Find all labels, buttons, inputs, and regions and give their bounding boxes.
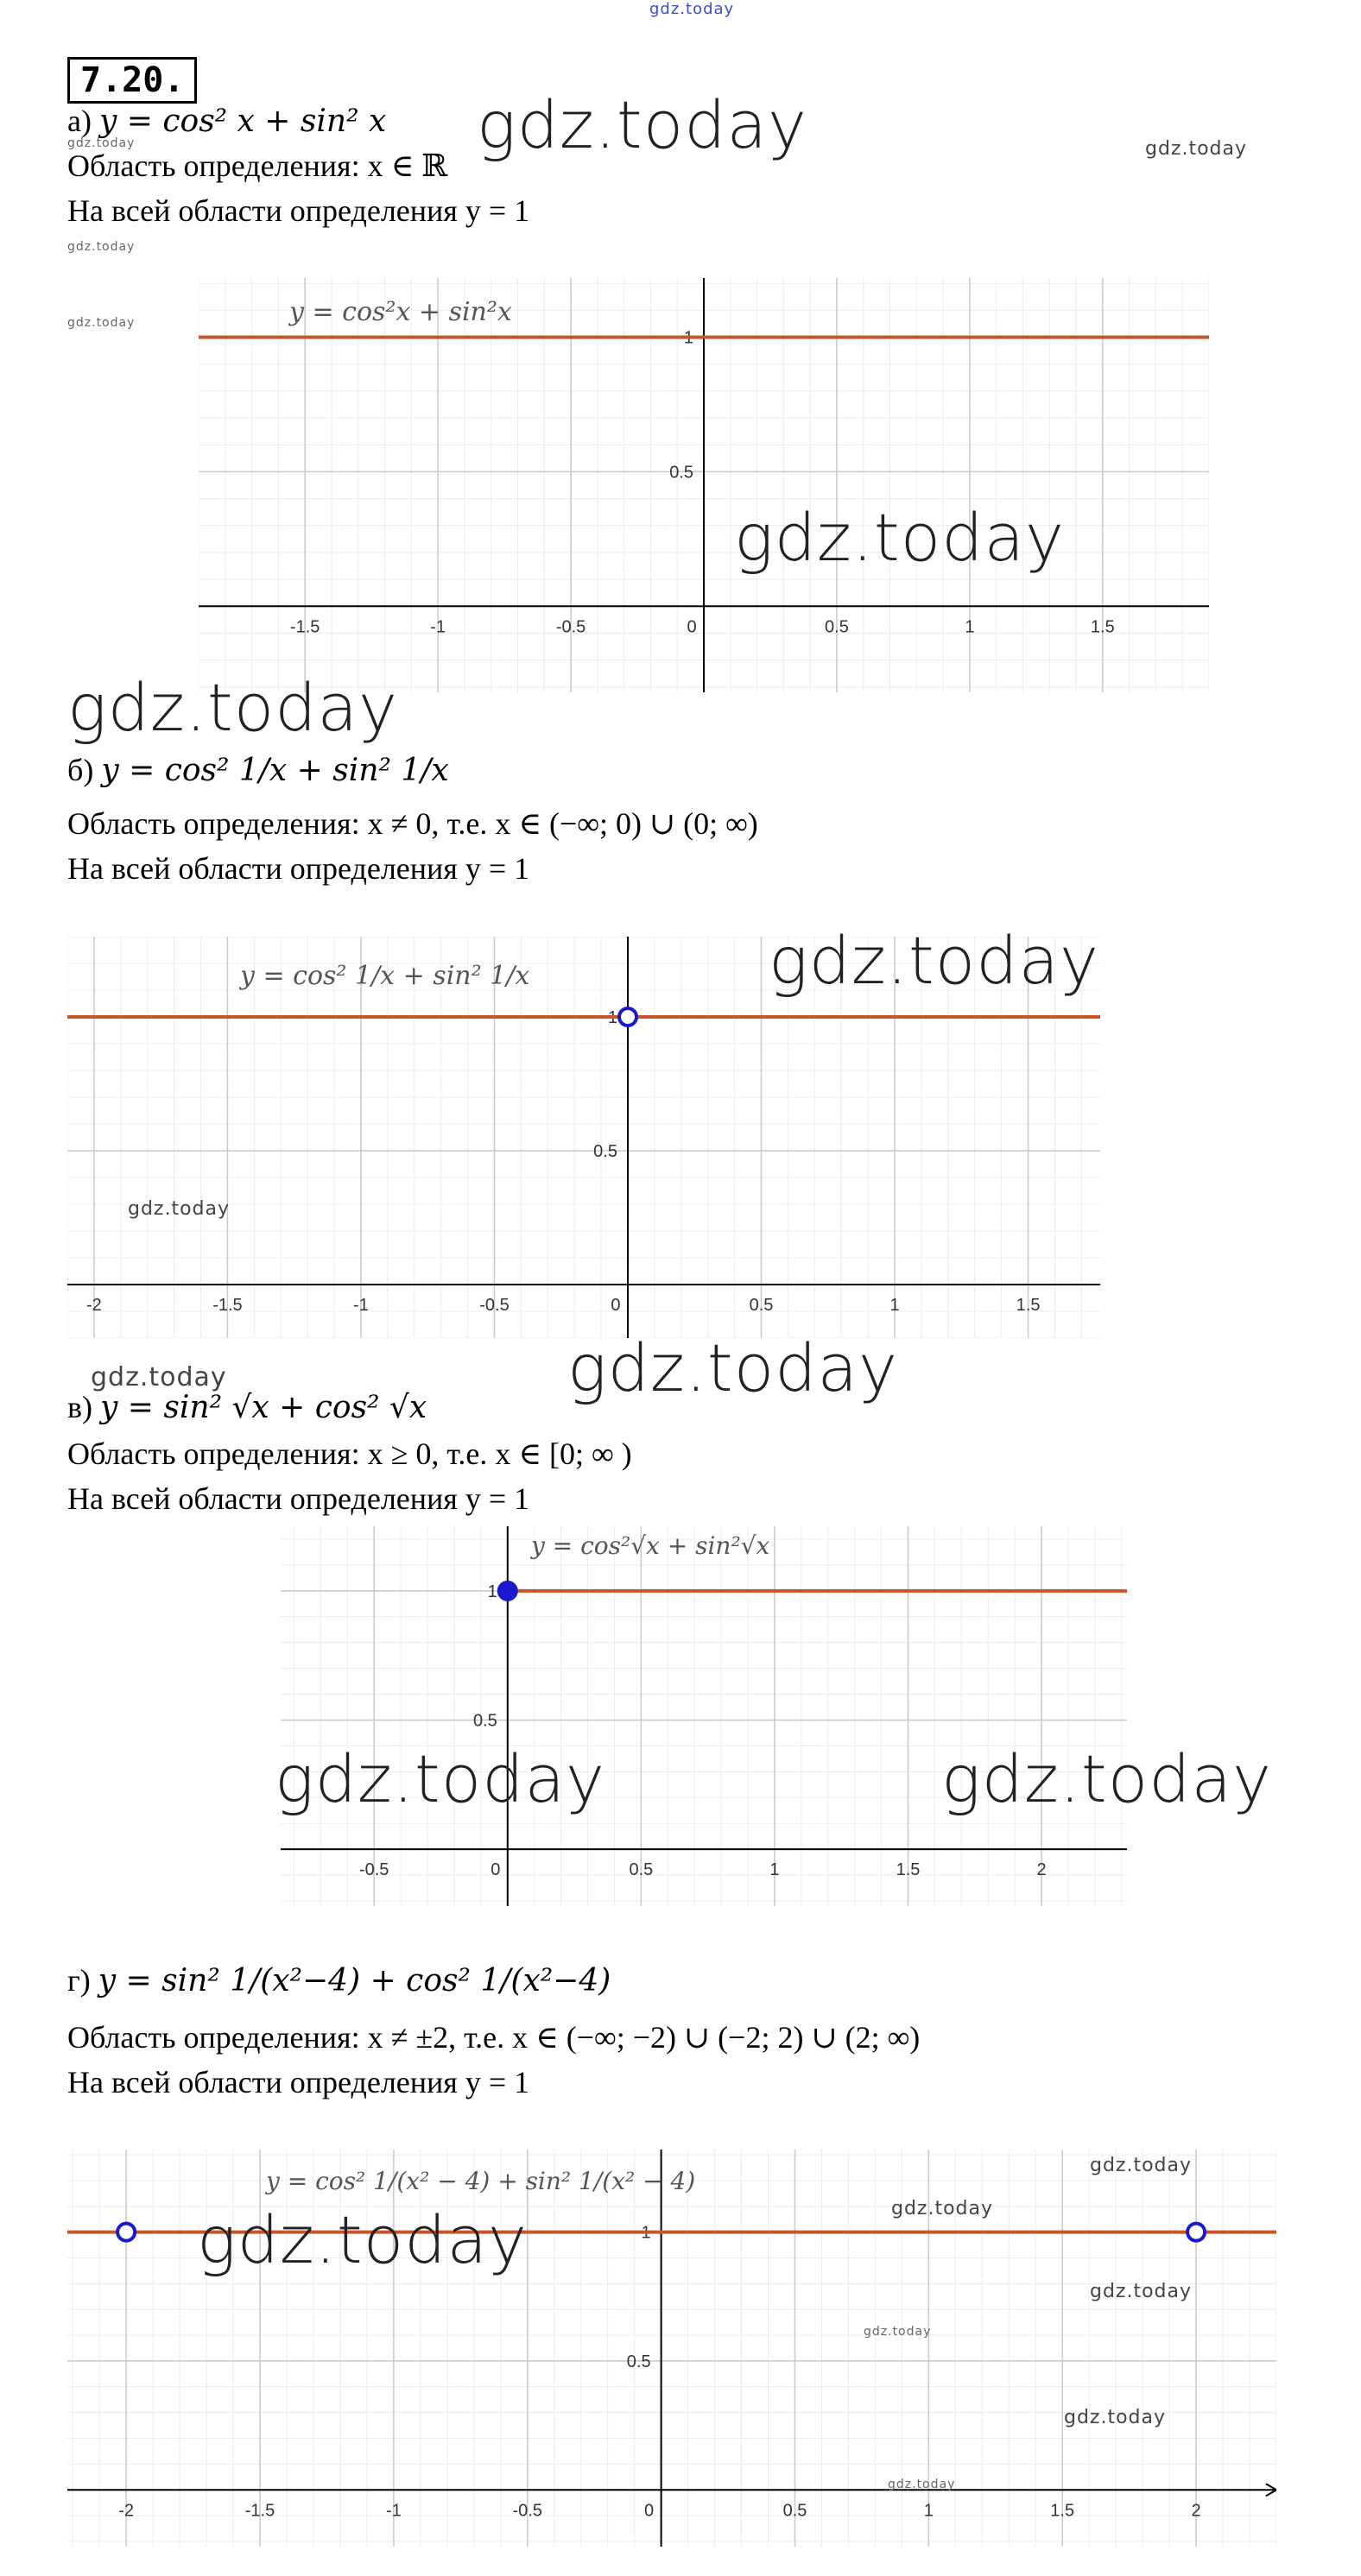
filled-point <box>499 1582 516 1600</box>
part-a-result: На всей области определения y = 1 <box>67 193 530 228</box>
x-tick-label: 1.5 <box>896 1860 921 1880</box>
hollow-point <box>117 2224 135 2241</box>
y-tick-label: 0.5 <box>593 1142 617 1161</box>
x-tick-label: 1.5 <box>1016 1296 1041 1315</box>
graph-c-svg <box>281 1526 1127 1906</box>
x-tick-label: 0.5 <box>629 1860 654 1880</box>
watermark: gdz.today <box>91 1362 227 1392</box>
x-tick-label: 0.5 <box>782 2501 807 2521</box>
x-tick-label: -0.5 <box>358 1860 389 1880</box>
y-tick-label: 0.5 <box>626 2352 651 2371</box>
x-tick-label: -0.5 <box>512 2501 542 2521</box>
part-b-prefix: б) <box>67 753 94 787</box>
watermark: gdz.today <box>769 922 1099 999</box>
part-c-prefix: в) <box>67 1390 92 1424</box>
watermark: gdz.today <box>67 669 398 746</box>
part-b-formula: y = cos² 1/x + sin² 1/x <box>101 753 449 788</box>
watermark-top: gdz.today <box>649 0 735 18</box>
part-d-function <box>67 1961 611 2000</box>
part-d-prefix: г) <box>67 1963 91 1998</box>
watermark: gdz.today <box>197 2201 528 2278</box>
x-tick-label: 0 <box>687 617 697 637</box>
hollow-point <box>619 1008 636 1026</box>
y-tick-label: 1 <box>487 1582 497 1601</box>
graph-a <box>199 278 1209 692</box>
part-c-function <box>67 1388 427 1427</box>
x-tick-label: -1.5 <box>244 2501 275 2521</box>
x-tick-label: 0 <box>644 2501 655 2521</box>
y-tick-label: 0.5 <box>472 1711 497 1731</box>
x-tick-label: -1 <box>353 1296 369 1315</box>
graph-c-label: y = cos²√x + sin²√x <box>531 1531 770 1560</box>
y-tick-label: 0.5 <box>669 463 693 483</box>
part-c-formula: y = sin² √x + cos² √x <box>100 1390 427 1425</box>
watermark: gdz.today <box>1064 2407 1167 2428</box>
watermark: gdz.today <box>941 1740 1272 1817</box>
watermark: gdz.today <box>477 86 807 163</box>
x-tick-label: -1.5 <box>212 1296 243 1315</box>
x-tick-label: 2 <box>1036 1860 1047 1880</box>
part-c-domain: Область определения: x ≥ 0, т.е. x ∈ [0; ∞ ) <box>67 1436 632 1471</box>
x-tick-label: -0.5 <box>479 1296 510 1315</box>
x-tick-label: 0 <box>611 1296 621 1315</box>
y-tick-label: 1 <box>607 1008 617 1027</box>
part-b-function <box>67 751 449 790</box>
x-tick-label: 1 <box>923 2501 934 2521</box>
watermark: gdz.today <box>1145 138 1248 160</box>
graph-d-label: y = cos² 1/(x² − 4) + sin² 1/(x² − 4) <box>266 2167 696 2195</box>
x-tick-label: 1 <box>769 1860 780 1880</box>
part-d-formula: y = sin² 1/(x²−4) + cos² 1/(x²−4) <box>98 1963 611 1998</box>
part-a-function <box>67 102 386 141</box>
watermark: gdz.today <box>275 1740 605 1817</box>
y-tick-label: 1 <box>683 328 693 348</box>
part-a-domain: Область определения: x ∈ ℝ <box>67 148 448 183</box>
x-tick-label: 1.5 <box>1050 2501 1075 2521</box>
x-tick-label: -0.5 <box>555 617 586 637</box>
x-tick-label: -1.5 <box>289 617 320 637</box>
y-tick-label: 1 <box>641 2223 651 2243</box>
graph-a-svg <box>199 278 1209 692</box>
watermark: gdz.today <box>1090 2155 1193 2176</box>
watermark: gdz.today <box>734 499 1065 576</box>
watermark: gdz.today <box>567 1329 898 1406</box>
watermark: gdz.today <box>1090 2281 1193 2302</box>
graph-a-label: y = cos²x + sin²x <box>289 297 512 327</box>
x-tick-label: 2 <box>1191 2501 1201 2521</box>
part-a-prefix: а) <box>67 104 92 138</box>
x-tick-label: -2 <box>118 2501 135 2521</box>
x-tick-label: 1.5 <box>1090 617 1115 637</box>
watermark: gdz.today <box>67 136 136 150</box>
problem-number: 7.20. <box>67 57 197 104</box>
hollow-point <box>1187 2224 1205 2241</box>
watermark: gdz.today <box>128 1198 231 1220</box>
part-b-result: На всей области определения y = 1 <box>67 851 530 886</box>
watermark: gdz.today <box>891 2198 994 2219</box>
part-b-domain: Область определения: x ≠ 0, т.е. x ∈ (−∞; 0) ∪ (0; ∞) <box>67 806 758 841</box>
part-c-result: На всей области определения y = 1 <box>67 1481 530 1516</box>
x-tick-label: -1 <box>385 2501 402 2521</box>
part-a-formula: y = cos² x + sin² x <box>98 104 387 139</box>
watermark: gdz.today <box>888 2478 956 2491</box>
x-tick-label: -1 <box>430 617 446 637</box>
graph-b-label: y = cos² 1/x + sin² 1/x <box>240 961 530 991</box>
x-tick-label: 0.5 <box>749 1296 774 1315</box>
part-d-domain: Область определения: x ≠ ±2, т.е. x ∈ (−∞; −2) ∪ (−2; 2) ∪ (2; ∞) <box>67 2020 921 2055</box>
watermark: gdz.today <box>67 240 136 254</box>
graph-c <box>281 1526 1127 1906</box>
x-tick-label: 0.5 <box>825 617 849 637</box>
part-d-result: На всей области определения y = 1 <box>67 2065 530 2099</box>
watermark: gdz.today <box>67 316 136 330</box>
x-tick-label: 1 <box>965 617 975 637</box>
x-tick-label: 1 <box>889 1296 900 1315</box>
x-tick-label: -2 <box>86 1296 102 1315</box>
watermark: gdz.today <box>864 2325 932 2339</box>
x-tick-label: 0 <box>491 1860 501 1880</box>
